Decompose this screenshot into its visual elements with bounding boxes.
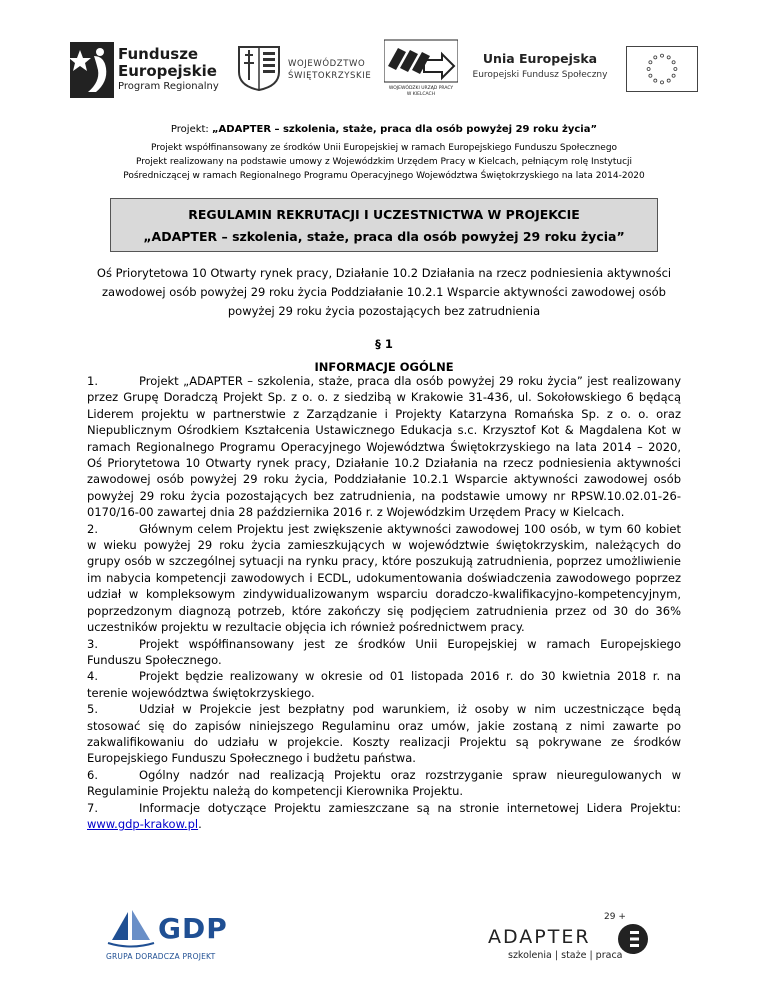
paragraph-text: Udział w Projekcie jest bezpłatny pod warunkiem, iż osoby w nim uczestniczące będą stosować się do zapisów niniejszego Regulaminu oraz umów, jakie zostaną z nimi zawarte po zakwalifikowaniu do udziału w projekcie. Koszty realizacji Projektu są pokrywane ze środków Europejskiego Funduszu Społecznego i budżetu państwa.	[87, 702, 681, 766]
swietokrzyskie-logo	[236, 44, 376, 94]
regulation-project-name: „ADAPTER – szkolenia, staże, praca dla osób powyżej 29 roku życia”	[143, 229, 625, 244]
paragraph-text: Głównym celem Projektu jest zwiększenie aktywności zawodowej 100 osób, w tym 60 kobiet w wieku powyżej 29 roku życia zamieszkujących w województwie świętokrzyskim, należących do grupy osób w szczególnej sytuacji na rynku pracy, które poszukują zatrudnienia, poprzez umożliwienie im nabycia kompetencji zawodowych i ECDL, udokumentowania doświadczenia zawodowego poprzez udział w kompleksowym zindywidualizowanym wsparciu doradczo-kwalifikacyjno-kompetencyjnym, poprzedzonym diagnozą potrzeb, które zakończy się podjęciem zatrudnienia przez od 30 do 36% uczestników projektu w rezultacie objęcia ich również pośrednictwem pracy.	[87, 521, 681, 635]
paragraph-number: 1.	[87, 374, 98, 388]
ue-line2: Europejski Fundusz Społeczny	[472, 70, 608, 80]
project-cofinancing: Projekt współfinansowany ze środków Unii Europejskiej w ramach Europejskiego Funduszu Społecznego	[150, 143, 618, 153]
eu-flag-icon	[626, 46, 698, 92]
fe-line1: Fundusze	[118, 45, 199, 63]
fundusze-europejskie-logo	[70, 42, 240, 98]
sw-line1: WOJEWÓDZTWO	[288, 59, 366, 69]
adapter-age: 29 +	[604, 912, 626, 922]
priority-axis-text: Oś Priorytetowa 10 Otwarty rynek pracy, Działanie 10.2 Działania na rzecz podniesienia aktywności zawodowej osób powyżej 29 roku życia Poddziałanie 10.2.1 Wsparcie aktywności zawodowej osób powyżej 29 roku życia pozostających bez zatrudnienia	[96, 266, 672, 318]
gdp-sailboat-icon	[106, 908, 156, 950]
swietokrzyskie-crest-icon	[236, 44, 282, 92]
fundusze-europejskie-mark-icon	[70, 42, 114, 98]
paragraph-number: 7.	[87, 800, 98, 815]
paragraph	[87, 521, 681, 636]
paragraph-text: Projekt współfinansowany jest ze środków Unii Europejskiej w ramach Europejskiego Funduszu Społecznego.	[87, 636, 681, 667]
sw-line2: ŚWIĘTOKRZYSKIE	[288, 71, 372, 81]
gdp-subtitle: GRUPA DORADCZA PROJEKT	[106, 952, 216, 961]
paragraph-number: 6.	[87, 767, 98, 782]
wup-mark-icon	[384, 38, 458, 84]
paragraph	[87, 636, 681, 669]
link-suffix: .	[198, 816, 202, 831]
paragraph	[87, 373, 681, 521]
gdp-wordmark: GDP	[158, 912, 228, 945]
ue-line1: Unia Europejska	[482, 51, 598, 66]
wup-kielce-logo	[384, 38, 458, 100]
regulation-header-box	[110, 198, 658, 252]
project-agreement: Projekt realizowany na podstawie umowy z Wojewódzkim Urzędem Pracy w Kielcach, pełniącym rolę Instytucji	[135, 157, 633, 167]
wup-line2: W KIELCACH	[406, 92, 436, 97]
unia-europejska-text-logo	[470, 50, 610, 90]
section-body	[87, 373, 681, 832]
paragraph-text: Informacje dotyczące Projektu zamieszczane są na stronie internetowej Lidera Projektu:	[139, 800, 681, 815]
paragraph	[87, 701, 681, 767]
adapter-wordmark: ADAPTER	[488, 926, 591, 948]
regulation-title: REGULAMIN REKRUTACJI I UCZESTNICTWA W PROJEKCIE	[188, 207, 580, 222]
project-intermediate: Pośredniczącej w ramach Regionalnego Programu Operacyjnego Województwa Świętokrzyskiego na lata 2014-2020	[123, 171, 645, 181]
project-title-line	[0, 124, 768, 135]
project-title: „ADAPTER – szkolenia, staże, praca dla osób powyżej 29 roku życia”	[211, 124, 598, 135]
gdp-logo	[104, 908, 234, 964]
paragraph	[87, 668, 681, 701]
paragraph-number: 2.	[87, 521, 98, 536]
wup-line1: WOJEWÓDZKI URZĄD PRACY	[388, 86, 454, 91]
paragraph-text: Projekt „ADAPTER – szkolenia, staże, praca dla osób powyżej 29 roku życia” jest realizowany przez Grupę Doradczą Projekt Sp. z o. o. z siedzibą w Krakowie 31-436, ul. Sokołowskiego 6 będącą Liderem projektu w partnerstwie z Zarządzanie i Projekty Katarzyna Romańska Sp. z o. o. oraz Niepublicznym Ośrodkiem Kształcenia Ustawicznego Edukacja s.c. Krzysztof Kot & Magdalena Kot w ramach Regionalnego Programu Operacyjnego Województwa Świętokrzyskiego na lata 2014 – 2020, Oś Priorytetowa 10 Otwarty rynek pracy, Działanie 10.2 Działania na rzecz podniesienia aktywności zawodowej osób powyżej 29 roku życia, Poddziałanie 10.2.1 Wsparcie aktywności zawodowej osób powyżej 29 roku życia pozostających bez zatrudnienia, na podstawie umowy nr RPSW.10.02.01-26-0170/16-00 zawartej dnia 28 października 2016 r. z Wojewódzkim Urzędem Pracy w Kielcach.	[87, 374, 681, 520]
paragraph	[87, 800, 681, 833]
adapter-tagline: szkolenia | staże | praca	[508, 950, 623, 961]
paragraph-number: 4.	[87, 669, 98, 684]
top-logos	[70, 38, 700, 100]
fe-line3: Program Regionalny	[118, 81, 219, 92]
paragraph-number: 3.	[87, 636, 98, 651]
gdp-website-link[interactable]: www.gdp-krakow.pl	[87, 816, 199, 831]
project-label: Projekt:	[170, 124, 212, 135]
fundusze-europejskie-text	[118, 46, 219, 94]
adapter-logo	[488, 900, 658, 964]
paragraph-text: Ogólny nadzór nad realizacją Projektu oraz rozstrzyganie spraw nieuregulowanych w Regulaminie Projektu należą do kompetencji Kierownika Projektu.	[87, 767, 681, 799]
section-number: § 1	[375, 337, 393, 351]
section-title: INFORMACJE OGÓLNE	[314, 360, 454, 374]
wup-caption	[384, 86, 458, 98]
paragraph-text: Projekt będzie realizowany w okresie od 01 listopada 2016 r. do 30 kwietnia 2018 r. na terenie województwa świętokrzyskiego.	[87, 669, 681, 700]
paragraph-number: 5.	[87, 702, 98, 717]
paragraph	[87, 767, 681, 800]
swietokrzyskie-text	[288, 58, 371, 82]
fe-line2: Europejskie	[118, 62, 217, 80]
